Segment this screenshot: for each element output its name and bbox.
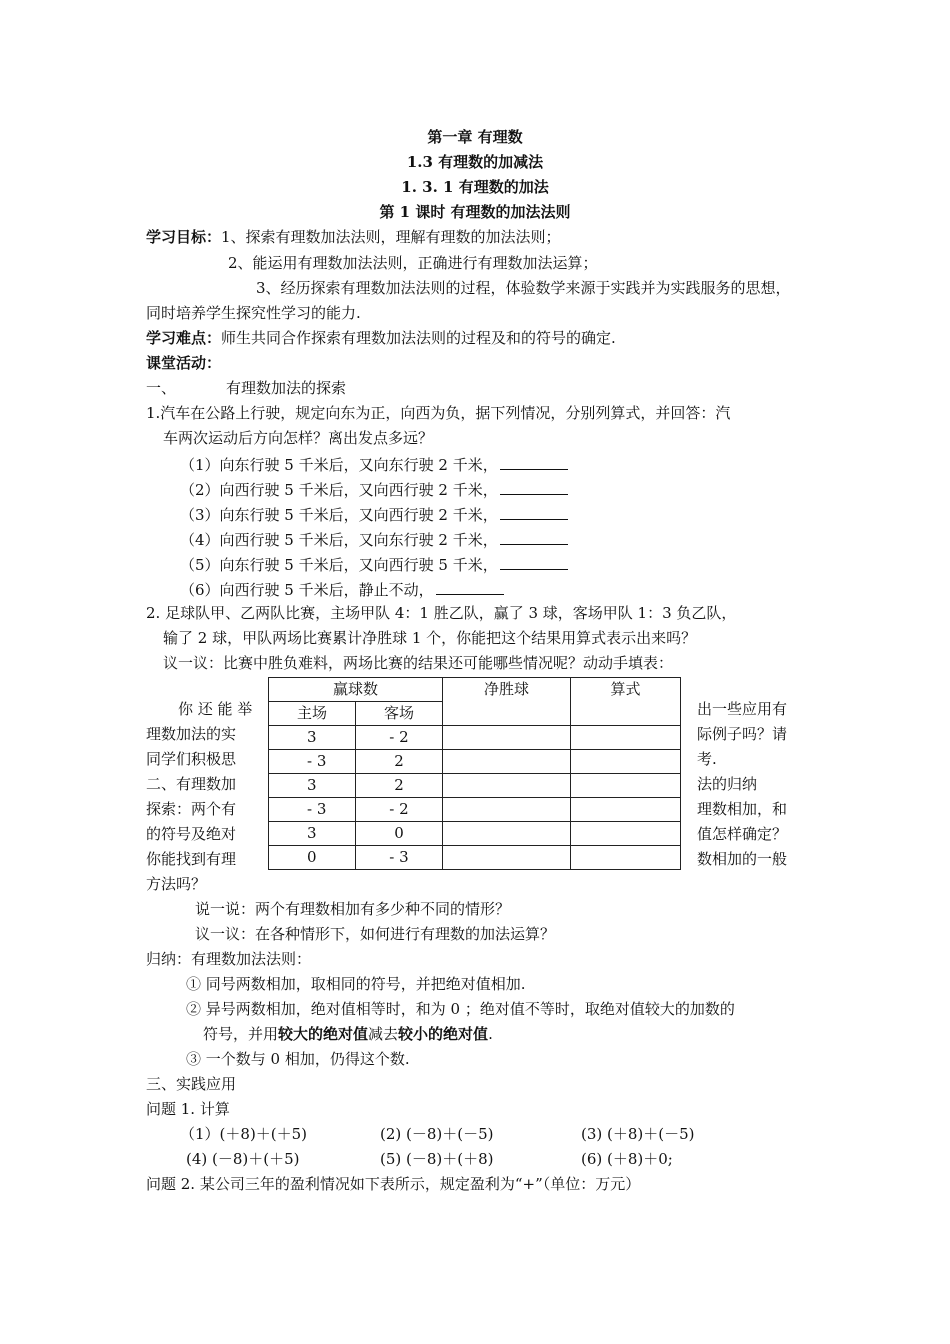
q1-item-1: （1）向东行驶 5 千米后，又向东行驶 2 千米， [180,456,568,473]
right-wrap-line: 值怎样确定？ [697,825,788,843]
right-wrap-line: 理数相加，和 [697,800,788,818]
q1-line-2: 车两次运动后方向怎样？离出发点多远？ [163,429,434,447]
net-cell[interactable] [443,774,571,798]
formula-cell[interactable] [571,822,681,846]
rule-1: ① 同号两数相加，取相同的符号，并把绝对值相加. [186,975,526,993]
right-wrap-line: 数相加的一般 [697,850,788,868]
q2-line-3: 议一议：比赛中胜负难料，两场比赛的结果还可能哪些情况呢？动动手填表： [163,654,674,672]
home-cell: 0 [269,846,356,870]
problem1-item: (3) (＋8)＋(－5) [581,1125,695,1143]
goals-line-1 [146,230,561,245]
home-cell: 3 [269,822,356,846]
left-wrap-line: 探索：两个有 [146,800,237,818]
left-wrap-line: 你能找到有理 [146,850,237,868]
q1-line-1: 1.汽车在公路上行驶，规定向东为正，向西为负，据下列情况，分别列算式，并回答：汽 [146,404,731,422]
answer-blank[interactable] [500,531,568,545]
difficulty-line [146,331,616,346]
goal-item-3-line-1: 3、经历探索有理数加法法则的过程，体验数学来源于实践并为实践服务的思想， [256,279,791,297]
header-away: 客场 [356,702,443,726]
header-home: 主场 [269,702,356,726]
q1-item-6: （6）向西行驶 5 千米后，静止不动， [180,581,504,598]
answer-blank[interactable] [500,481,568,495]
net-cell[interactable] [443,822,571,846]
left-wrap-line: 方法吗？ [146,875,207,893]
net-cell[interactable] [443,726,571,750]
away-cell: 0 [356,822,443,846]
left-wrap-line: 同学们积极思 [146,750,237,768]
header-net: 净胜球 [443,678,571,726]
table-row [269,726,681,750]
section-title: 1.3 有理数的加减法 [406,153,544,171]
table-row [269,846,681,870]
home-cell: 3 [269,774,356,798]
problem2-text: 问题 2. 某公司三年的盈利情况如下表所示，规定盈利为“+”（单位：万元） [146,1175,641,1193]
part1-number: 一、 [146,379,177,397]
problem1-item: （1）(＋8)＋(＋5) [180,1125,308,1143]
home-cell: 3 [269,726,356,750]
q1-item-3: （3）向东行驶 5 千米后，又向西行驶 2 千米， [180,506,568,523]
formula-cell[interactable] [571,846,681,870]
activity-label: 课堂活动： [146,354,222,372]
left-wrap-line: 理数加法的实 [146,725,237,743]
difficulty-text: 师生共同合作探索有理数加法法则的过程及和的符号的确定. [221,329,616,347]
rule-3: ③ 一个数与 0 相加，仍得这个数. [186,1050,410,1068]
net-cell[interactable] [443,798,571,822]
answer-blank[interactable] [436,581,504,595]
away-cell: 2 [356,774,443,798]
left-wrap-line: 你 还 能 举 [178,700,253,718]
header-goals: 赢球数 [269,678,443,702]
part3-heading: 三、实践应用 [146,1075,237,1093]
goal-item-1: 1、探索有理数加法法则，理解有理数的加法法则； [221,228,561,246]
left-wrap-line: 的符号及绝对 [146,825,237,843]
away-cell: - 2 [356,726,443,750]
chapter-title: 第一章 有理数 [427,128,523,146]
answer-blank[interactable] [500,556,568,570]
away-cell: 2 [356,750,443,774]
right-wrap-line: 考. [697,750,717,768]
table-row [269,774,681,798]
q1-item-4: （4）向西行驶 5 千米后，又向东行驶 2 千米， [180,531,568,548]
formula-cell[interactable] [571,774,681,798]
problem1-item: (4) (－8)＋(＋5) [186,1150,300,1168]
problem1-label: 问题 1. 计算 [146,1100,230,1118]
home-cell: - 3 [269,750,356,774]
right-wrap-line: 法的归纳 [697,775,758,793]
table-row [269,750,681,774]
q2-line-2: 输了 2 球，甲队两场比赛累计净胜球 1 个，你能把这个结果用算式表示出来吗？ [163,629,697,647]
talk-prompt: 议一议：在各种情形下，如何进行有理数的加法运算？ [195,925,556,943]
subsection-title: 1. 3. 1 有理数的加法 [401,178,549,196]
score-table [268,677,681,870]
rules-label: 归纳：有理数加法法则： [146,950,312,968]
problem1-item: (5) (－8)＋(＋8) [380,1150,494,1168]
problem1-item: (2) (－8)＋(－5) [380,1125,494,1143]
emphasis-larger-abs: 较大的绝对值 [278,1025,369,1043]
rule-2-line-2: 符号，并用较大的绝对值减去较小的绝对值. [203,1025,493,1043]
home-cell: - 3 [269,798,356,822]
table-header-row [269,678,681,702]
goals-label: 学习目标： [146,228,222,246]
problem1-item: (6) (＋8)＋0; [581,1150,673,1168]
formula-cell[interactable] [571,750,681,774]
formula-cell[interactable] [571,798,681,822]
table-row [269,822,681,846]
table-row [269,798,681,822]
net-cell[interactable] [443,750,571,774]
right-wrap-line: 出一些应用有 [697,700,788,718]
lesson-title: 第 1 课时 有理数的加法法则 [379,203,571,221]
part1-heading [146,381,346,396]
away-cell: - 2 [356,798,443,822]
left-wrap-line: 二、有理数加 [146,775,237,793]
answer-blank[interactable] [500,506,568,520]
emphasis-smaller-abs: 较小的绝对值 [398,1025,489,1043]
answer-blank[interactable] [500,456,568,470]
right-wrap-line: 际例子吗？请 [697,725,788,743]
header-formula: 算式 [571,678,681,726]
away-cell: - 3 [356,846,443,870]
goal-item-3-line-2: 同时培养学生探究性学习的能力. [146,304,361,322]
part1-title: 有理数加法的探索 [226,379,347,397]
net-cell[interactable] [443,846,571,870]
q1-item-5: （5）向东行驶 5 千米后，又向西行驶 5 千米， [180,556,568,573]
q2-line-1: 2. 足球队甲、乙两队比赛，主场甲队 4：1 胜乙队，赢了 3 球，客场甲队 1：3 负乙队， [146,604,737,622]
q1-item-2: （2）向西行驶 5 千米后，又向西行驶 2 千米， [180,481,568,498]
say-prompt: 说一说：两个有理数相加有多少种不同的情形？ [195,900,511,918]
formula-cell[interactable] [571,726,681,750]
goal-item-2: 2、能运用有理数加法法则，正确进行有理数加法运算； [228,254,598,272]
difficulty-label: 学习难点： [146,329,222,347]
rule-2-line-1: ② 异号两数相加，绝对值相等时，和为 0 ；绝对值不等时，取绝对值较大的加数的 [186,1000,735,1018]
